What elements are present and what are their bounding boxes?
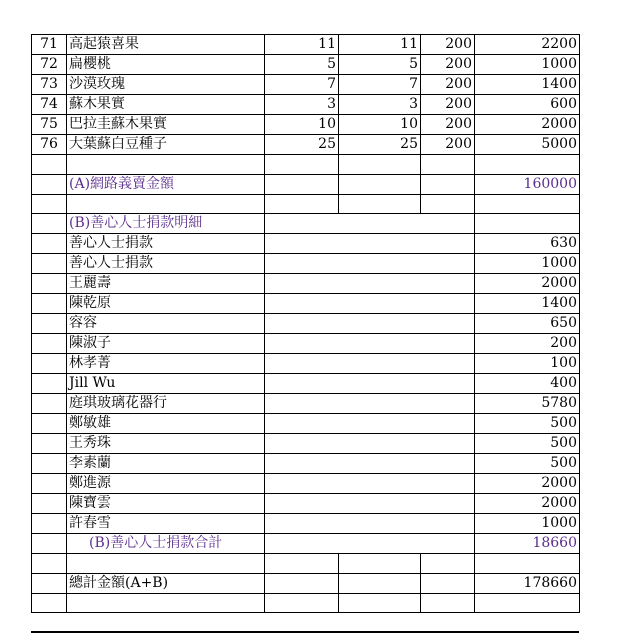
donor-row [32, 274, 580, 294]
donor-amount: 2000 [475, 474, 580, 494]
donor-name: 許春雪 [67, 514, 265, 534]
donor-row [32, 494, 580, 514]
donor-row [32, 414, 580, 434]
item-price: 200 [421, 135, 475, 155]
item-price: 200 [421, 95, 475, 115]
item-no: 73 [32, 75, 67, 95]
blank-row [32, 194, 580, 214]
donor-row [32, 334, 580, 354]
item-amount: 600 [475, 95, 580, 115]
item-price: 200 [421, 55, 475, 75]
blank-row [32, 155, 580, 175]
donor-row [32, 514, 580, 534]
donor-amount: 400 [475, 374, 580, 394]
donor-amount: 500 [475, 414, 580, 434]
item-row [32, 75, 580, 95]
item-name: 沙漠玫瑰 [67, 75, 265, 95]
donor-name: 陳寶雲 [67, 494, 265, 514]
donor-row [32, 294, 580, 314]
donor-name: 善心人士捐款 [67, 254, 265, 274]
item-qty1: 5 [265, 55, 339, 75]
donor-name: Jill Wu [67, 374, 265, 394]
donor-name: 鄭進源 [67, 474, 265, 494]
donation-header: (B)善心人士捐款明細 [67, 214, 265, 234]
donor-list [32, 234, 580, 534]
donor-name: 鄭敏雄 [67, 414, 265, 434]
donation-total-amount: 18660 [475, 534, 580, 554]
item-qty1: 11 [265, 35, 339, 55]
blank-row [32, 554, 580, 574]
donor-amount: 5780 [475, 394, 580, 414]
item-qty1: 3 [265, 95, 339, 115]
donor-name: 陳淑子 [67, 334, 265, 354]
donation-total-label: (B)善心人士捐款合計 [67, 534, 265, 554]
donation-header-row [32, 214, 580, 234]
donor-amount: 2000 [475, 494, 580, 514]
donor-amount: 200 [475, 334, 580, 354]
donor-name: 庭琪玻璃花器行 [67, 394, 265, 414]
item-no: 75 [32, 115, 67, 135]
donor-amount: 100 [475, 354, 580, 374]
item-no: 71 [32, 35, 67, 55]
item-no: 72 [32, 55, 67, 75]
donor-amount: 1000 [475, 254, 580, 274]
item-name: 扁櫻桃 [67, 55, 265, 75]
donor-name: 王麗壽 [67, 274, 265, 294]
item-name: 高起猿喜果 [67, 35, 265, 55]
grand-total-amount: 178660 [475, 573, 580, 593]
item-no: 76 [32, 135, 67, 155]
item-amount: 1000 [475, 55, 580, 75]
item-qty1: 10 [265, 115, 339, 135]
donor-amount: 1000 [475, 514, 580, 534]
donor-row [32, 374, 580, 394]
item-qty1: 25 [265, 135, 339, 155]
item-qty2: 3 [339, 95, 421, 115]
grand-total-row [32, 573, 580, 593]
item-row [32, 95, 580, 115]
item-amount: 5000 [475, 135, 580, 155]
item-qty2: 10 [339, 115, 421, 135]
item-qty1: 7 [265, 75, 339, 95]
item-name: 蘇木果實 [67, 95, 265, 115]
online-sale-label: (A)網路義賣金額 [67, 174, 265, 194]
donor-amount: 2000 [475, 274, 580, 294]
donor-name: 林孝菁 [67, 354, 265, 374]
item-price: 200 [421, 35, 475, 55]
item-qty2: 5 [339, 55, 421, 75]
online-sale-amount: 160000 [475, 174, 580, 194]
donor-name: 王秀珠 [67, 434, 265, 454]
donation-table [31, 34, 580, 613]
blank-row [32, 593, 580, 613]
donor-row [32, 254, 580, 274]
item-row [32, 115, 580, 135]
item-qty2: 7 [339, 75, 421, 95]
item-qty2: 11 [339, 35, 421, 55]
donor-amount: 630 [475, 234, 580, 254]
donor-amount: 500 [475, 454, 580, 474]
donor-name: 李素蘭 [67, 454, 265, 474]
item-name: 巴拉圭蘇木果實 [67, 115, 265, 135]
item-price: 200 [421, 75, 475, 95]
bottom-rule [31, 631, 579, 633]
item-qty2: 25 [339, 135, 421, 155]
item-price: 200 [421, 115, 475, 135]
donor-amount: 650 [475, 314, 580, 334]
item-amount: 2200 [475, 35, 580, 55]
donor-amount: 500 [475, 434, 580, 454]
donor-name: 容容 [67, 314, 265, 334]
item-name: 大葉蘇白豆種子 [67, 135, 265, 155]
donor-row [32, 234, 580, 254]
item-amount: 1400 [475, 75, 580, 95]
item-row [32, 35, 580, 55]
donor-amount: 1400 [475, 294, 580, 314]
item-amount: 2000 [475, 115, 580, 135]
donation-total-row [32, 534, 580, 554]
item-row [32, 55, 580, 75]
donor-row [32, 474, 580, 494]
donor-row [32, 314, 580, 334]
item-no: 74 [32, 95, 67, 115]
donor-name: 善心人士捐款 [67, 234, 265, 254]
donor-row [32, 454, 580, 474]
donor-row [32, 354, 580, 374]
donor-name: 陳乾原 [67, 294, 265, 314]
grand-total-label: 總計金額(A+B) [67, 573, 265, 593]
online-sale-row [32, 174, 580, 194]
donor-row [32, 394, 580, 414]
item-row [32, 135, 580, 155]
donor-row [32, 434, 580, 454]
